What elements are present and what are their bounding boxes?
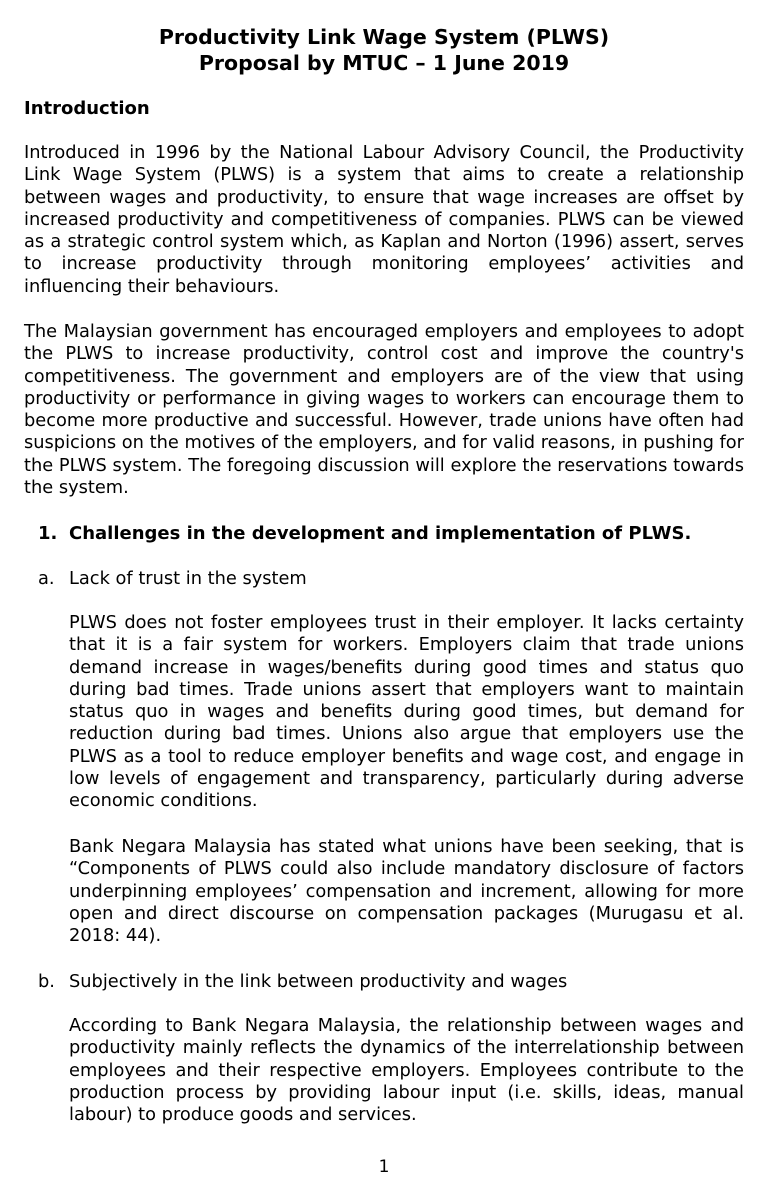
subsection-a-title: Lack of trust in the system (69, 568, 307, 589)
subsection-b-heading (38, 970, 567, 994)
subsection-b-title: Subjectively in the link between productivity and wages (69, 971, 568, 992)
page-number: 1 (378, 1157, 390, 1177)
subsection-b-letter: b. (38, 971, 55, 992)
introduction-heading: Introduction (24, 98, 150, 119)
subsection-a-heading (38, 567, 307, 591)
document-title-line-1: Productivity Link Wage System (PLWS) (158, 25, 610, 49)
subsection-a-letter: a. (38, 568, 55, 589)
introduction-paragraph-1: Introduced in 1996 by the National Labour Advisory Council, the Productivity Link Wage System (PLWS) is a system that aims to create a relationship between wages and productivity, to ensure that wage increases are offset by increased productivity and competitiveness of companies. PLWS can be viewed as a strategic control system which, as Kaplan and Norton (1996) assert, serves to increase productivity through monitoring employees’ activities and influencing their behaviours. (24, 142, 744, 297)
document-title-line-2: Proposal by MTUC – 1 June 2019 (198, 51, 570, 75)
subsection-b-paragraph-1: According to Bank Negara Malaysia, the relationship between wages and productivity mainly reflects the dynamics of the interrelationship between employees and their respective employers. Employees contribute to the production process by providing labour input (i.e. skills, ideas, manual labour) to produce goods and services. (69, 1015, 744, 1126)
section-1-heading (38, 522, 691, 546)
introduction-paragraph-2: The Malaysian government has encouraged employers and employees to adopt the PLWS to increase productivity, control cost and improve the country's competitiveness. The government and employers are of the view that using productivity or performance in giving wages to workers can encourage them to become more productive and successful. However, trade unions have often had suspicions on the motives of the employers, and for valid reasons, in pushing for the PLWS system. The foregoing discussion will explore the reservations towards the system. (24, 321, 744, 499)
subsection-a-paragraph-2: Bank Negara Malaysia has stated what unions have been seeking, that is “Components of PLWS could also include mandatory disclosure of factors underpinning employees’ compensation and increment, allowing for more open and direct discourse on compensation packages (Murugasu et al. 2018: 44). (69, 836, 744, 947)
section-1-title: Challenges in the development and implementation of PLWS. (69, 523, 692, 544)
subsection-a-paragraph-1: PLWS does not foster employees trust in their employer. It lacks certainty that it is a fair system for workers. Employers claim that trade unions demand increase in wages/benefits during good times and status quo during bad times. Trade unions assert that employers want to maintain status quo in wages and benefits during good times, but demand for reduction during bad times. Unions also argue that employers use the PLWS as a tool to reduce employer benefits and wage cost, and engage in low levels of engagement and transparency, particularly during adverse economic conditions. (69, 612, 744, 812)
section-1-number: 1. (38, 523, 58, 544)
